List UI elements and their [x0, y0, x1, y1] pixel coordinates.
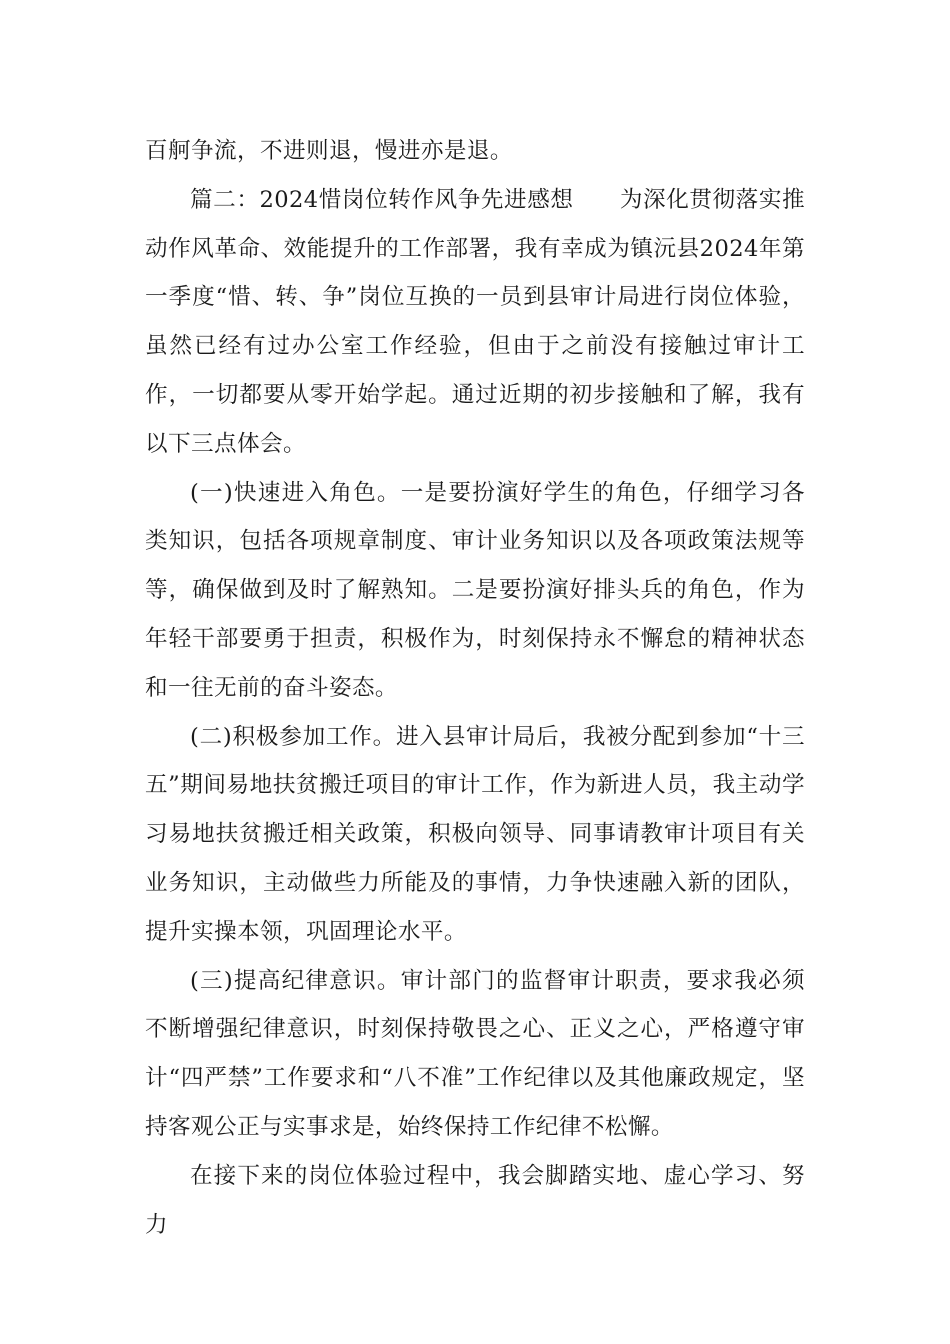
paragraph-point-two: (二)积极参加工作。进入县审计局后，我被分配到参加“十三五”期间易地扶贫搬迁项目的审计工作，作为新进人员，我主动学习易地扶贫搬迁相关政策，积极向领导、同事请教审计项目有关业务知识，主动做些力所能及的事情，力争快速融入新的团队，提升实操本领，巩固理论水平。 [145, 723, 805, 945]
paragraph-point-three: (三)提高纪律意识。审计部门的监督审计职责，要求我必须不断增强纪律意识，时刻保持敬畏之心、正义之心，严格遵守审计“四严禁”工作要求和“八不准”工作纪律以及其他廉政规定，坚持客观公正与实事求是，始终保持工作纪律不松懈。 [145, 967, 805, 1140]
paragraph-point-one: (一)快速进入角色。一是要扮演好学生的角色，仔细学习各类知识，包括各项规章制度、审计业务知识以及各项政策法规等等，确保做到及时了解熟知。二是要扮演好排头兵的角色，作为年轻干部要勇于担责，积极作为，时刻保持永不懈怠的精神状态和一往无前的奋斗姿态。 [145, 479, 805, 701]
document-body [145, 127, 805, 1249]
paragraph-closing-line: 百舸争流，不进则退，慢进亦是退。 [145, 138, 513, 164]
paragraph-conclusion: 在接下来的岗位体验过程中，我会脚踏实地、虚心学习、努力 [145, 1162, 805, 1238]
paragraph-intro: 篇二：2024惜岗位转作风争先进感想 为深化贯彻落实推动作风革命、效能提升的工作部署，我有幸成为镇沅县2024年第一季度“惜、转、争”岗位互换的一员到县审计局进行岗位体验，虽然已经有过办公室工作经验，但由于之前没有接触过审计工作，一切都要从零开始学起。通过近期的初步接触和了解，我有以下三点体会。 [145, 186, 805, 457]
